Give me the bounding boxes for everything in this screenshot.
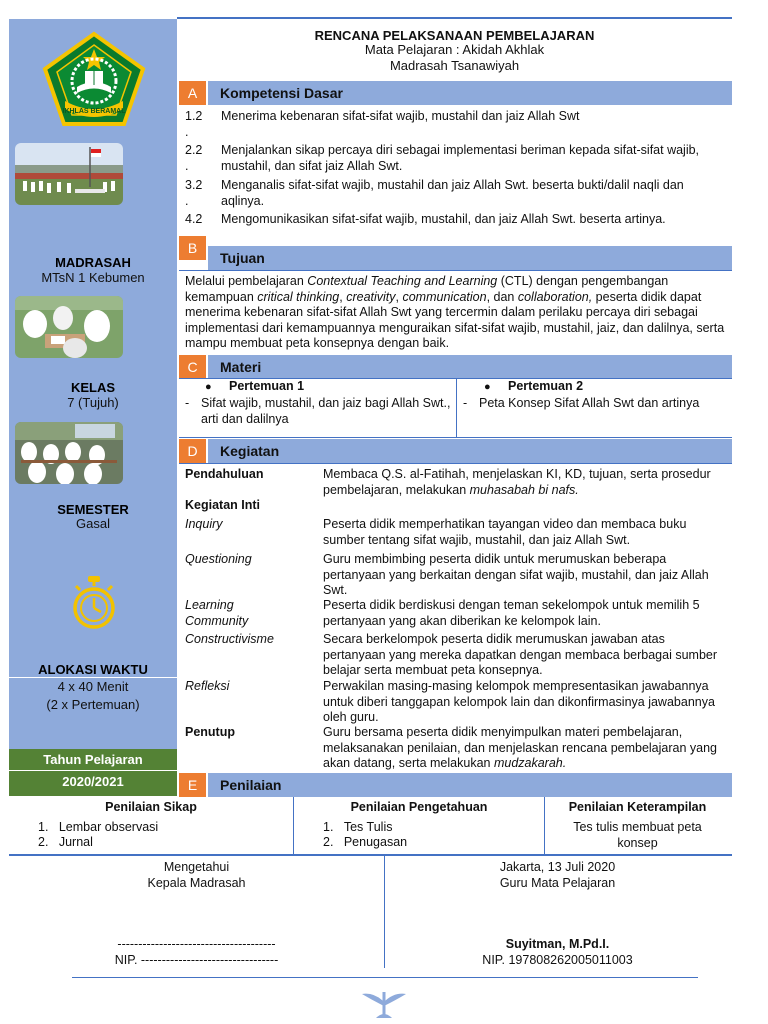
penilaian-keterampilan-title: Penilaian Keterampilan [568, 800, 707, 814]
penutup-text: Guru bersama peserta didik menyimpulkan materi pembelajaran, melaksanakan penilaian, dan menjelaskan rencana pembelajaran yang akan datang, serta melakukan mudzakarah. [323, 725, 718, 770]
kelas-value: 7 (Tujuh) [67, 395, 119, 410]
sign-right-name: Suyitman, M.Pd.I. [505, 937, 610, 951]
section-e-bar [208, 773, 732, 797]
page-title: RENCANA PELAKSANAAN PEMBELAJARAN [314, 28, 595, 43]
sikap-item: 2. Jurnal [38, 835, 93, 849]
materi-p1-text: Sifat wajib, mustahil, dan jaiz bagi Allah Swt., arti dan dalilnya [201, 396, 451, 426]
section-c-bar [208, 355, 732, 379]
section-d-badge: D [179, 439, 206, 463]
materi-bottom-rule [179, 437, 732, 438]
kd-text: Menerima kebenaran sifat-sifat wajib, mustahil dan jaiz Allah Swt [221, 109, 580, 123]
kegiatan-inti-label: Kegiatan Inti [185, 498, 261, 512]
section-e-title: Penilaian [220, 777, 282, 793]
stopwatch-icon [70, 574, 118, 632]
sign-left-blank: -------------------------------------- [117, 937, 276, 951]
photo-flag-ceremony [15, 143, 123, 205]
sign-right-line2: Guru Mata Pelajaran [499, 876, 616, 890]
materi-p1-dash: - [185, 396, 190, 410]
section-b-rule [179, 270, 732, 271]
section-c-title: Materi [220, 359, 262, 375]
signature-top-rule [9, 854, 732, 856]
penutup-label: Penutup [185, 725, 235, 739]
materi-p2-title: Pertemuan 2 [508, 379, 584, 393]
section-d-title: Kegiatan [220, 443, 280, 459]
section-c-badge: C [179, 355, 206, 379]
keterampilan-text: Tes tulis membuat peta konsep [573, 820, 702, 850]
constructivisme-label: Constructivisme [185, 632, 274, 646]
kd-number: 2.2 . [185, 143, 203, 173]
materi-p2-text: Peta Konsep Sifat Allah Swt dan artinya [479, 396, 700, 410]
header-top-rule [177, 17, 732, 19]
logo-ribbon-text: IKHLAS BERAMAL [62, 108, 126, 115]
sign-left-line1: Mengetahui [163, 860, 230, 874]
section-d-bar [208, 439, 732, 463]
photo-classroom [15, 422, 123, 484]
section-a-title: Kompetensi Dasar [220, 85, 343, 101]
alokasi-value-1: 4 x 40 Menit [57, 679, 129, 694]
sign-right-nip: NIP. 197808262005011003 [482, 953, 633, 967]
pendahuluan-text: Membaca Q.S. al-Fatihah, menjelaskan KI, KD, tujuan, serta prosedur pembelajaran, melakukan muhasabah bi nafs. [323, 467, 711, 497]
kd-text: Menjalankan sikap percaya diri sebagai implementasi beriman kepada sifat-sifat wajib, mustahil, dan sifat jaiz Allah Swt. [221, 143, 700, 173]
kd-number: 1.2 . [185, 109, 203, 139]
footer-rule [72, 977, 698, 978]
sign-right-line1: Jakarta, 13 Juli 2020 [499, 860, 616, 874]
alokasi-divider [9, 677, 177, 678]
kelas-title: KELAS [70, 380, 116, 395]
inquiry-label: Inquiry [185, 517, 223, 531]
questioning-text: Guru membimbing peserta didik untuk merumuskan beberapa pertanyaan yang berkaitan dengan sifat wajib, mustahil, dan jaiz Allah Swt. [323, 552, 709, 597]
materi-bullet-2: ● [484, 381, 491, 393]
refleksi-text: Perwakilan masing-masing kelompok mempresentasikan jawabannya untuk diberi tanggapan kelompok lain dan dikonfirmasinya jawabannya oleh guru. [323, 679, 715, 724]
alokasi-value-2: (2 x Pertemuan) [46, 697, 140, 712]
refleksi-label: Refleksi [185, 679, 230, 693]
kd-number: 4.2 [185, 212, 203, 226]
learning-community-label: Learning Community [185, 598, 249, 628]
materi-divider [456, 378, 457, 438]
sign-left-nip: NIP. --------------------------------- [114, 953, 279, 967]
materi-bullet-1: ● [205, 381, 212, 393]
materi-p1-title: Pertemuan 1 [229, 379, 305, 393]
section-b-title: Tujuan [220, 250, 265, 266]
footer-ornament-icon [360, 988, 408, 1020]
section-e-badge: E [179, 773, 206, 797]
learning-community-text: Peserta didik berdiskusi dengan teman sekelompok untuk memilih 5 pertanyaan yang akan diberikan ke kelompok lain. [323, 598, 700, 628]
sikap-item: 1. Lembar observasi [38, 820, 159, 834]
alokasi-title: ALOKASI WAKTU [38, 662, 148, 677]
penilaian-sikap-title: Penilaian Sikap [105, 800, 197, 814]
materi-p2-dash: - [463, 396, 468, 410]
photo-students-studying [15, 296, 123, 358]
pendahuluan-label: Pendahuluan [185, 467, 264, 481]
section-b-badge: B [179, 236, 206, 260]
section-a-bar [208, 81, 732, 105]
sign-left-line2: Kepala Madrasah [147, 876, 246, 890]
constructivisme-text: Secara berkelompok peserta didik merumuskan jawaban atas pertanyaan yang mereka dapatkan dengan membaca berbagai sumber belajar serta membuat peta konsepnya. [323, 632, 718, 677]
semester-value: Gasal [76, 516, 110, 531]
tujuan-paragraph: Melalui pembelajaran Contextual Teaching and Learning (CTL) dengan pengembangan kemampuan critical thinking, creativity, communication, dan collaboration, peserta didik dapat menerima kebenaran sifat-sifat Allah Swt yang tercermin dalam perilaku percaya diri sebagai implementasi dari kemampuannya menguraikan sifat-sifat wajib, mustahil, jaiz, dan dalilnya, serta mampu membuat peta konsepnya dengan baik. [185, 274, 725, 350]
level-line: Madrasah Tsanawiyah [389, 58, 520, 73]
pengetahuan-item: 2. Penugasan [323, 835, 408, 849]
semester-title: SEMESTER [57, 502, 129, 517]
section-d-rule [179, 463, 732, 464]
section-a-badge: A [179, 81, 206, 105]
pengetahuan-item: 1. Tes Tulis [323, 820, 393, 834]
section-b-bar [208, 246, 732, 270]
kd-text: Mengomunikasikan sifat-sifat wajib, mustahil, dan jaiz Allah Swt. beserta artinya. [221, 212, 666, 226]
kd-number: 3.2 . [185, 178, 203, 208]
tahun-pelajaran-label: Tahun Pelajaran [9, 749, 177, 770]
kd-text: Menganalis sifat-sifat wajib, mustahil dan jaiz Allah Swt. beserta bukti/dalil naqli dan aqlinya. [221, 178, 684, 208]
penilaian-pengetahuan-title: Penilaian Pengetahuan [350, 800, 488, 814]
madrasah-title: MADRASAH [55, 255, 131, 270]
inquiry-text: Peserta didik memperhatikan tayangan video dan membaca buku sumber tentang sifat wajib, mustahil, dan jaiz Allah Swt. [323, 517, 687, 547]
madrasah-value: MTsN 1 Kebumen [41, 270, 145, 285]
sidebar [9, 19, 177, 749]
questioning-label: Questioning [185, 552, 252, 566]
kemenag-logo-icon [39, 31, 149, 127]
tahun-pelajaran-value: 2020/2021 [9, 771, 177, 796]
subject-line: Mata Pelajaran : Akidah Akhlak [364, 42, 545, 57]
